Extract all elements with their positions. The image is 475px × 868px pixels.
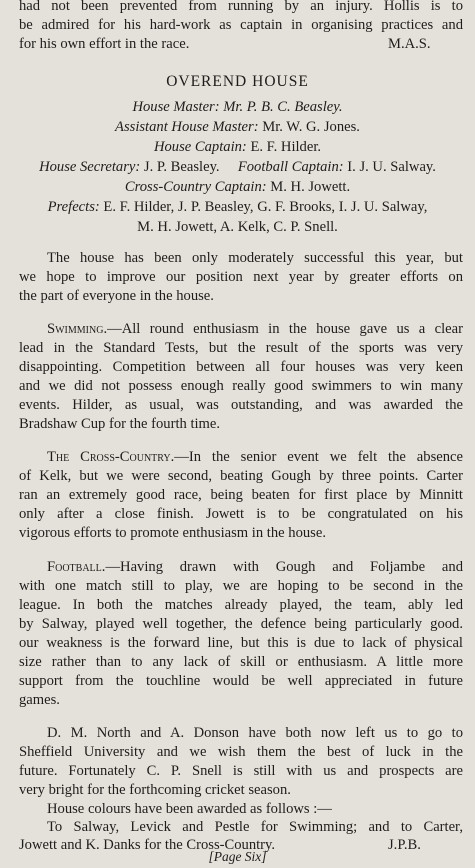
house-master-name: Mr. P. B. C. Beasley. — [223, 99, 343, 115]
football-line: league. In both the matches already played, the team, ably led — [19, 597, 463, 613]
cross-country-first-line — [47, 448, 463, 466]
football-line: size rather than to any lack of skill or enthusiasm. A little more — [19, 654, 463, 670]
intro-signature: M.A.S. — [388, 36, 431, 52]
swimming-line: and we did not possess enough really good swimmers to win many — [19, 378, 463, 394]
intro-line: be admired for his hard-work as captain in organising practices and — [19, 17, 463, 33]
cross-country-captain-name: M. H. Jowett. — [270, 179, 351, 195]
colours-line: To Salway, Levick and Pestle for Swimming; and to Carter, — [47, 819, 463, 835]
page-number: [Page Six] — [208, 849, 267, 864]
cross-country-line: of Kelk, but we were second, beating Gough by three points. Carter — [19, 468, 463, 484]
cross-country-heading: The Cross-Country. — [47, 449, 175, 465]
house-captain-label: House Captain: — [153, 139, 247, 155]
intro-line: had not been prevented from running by an injury. Hollis is to — [19, 0, 463, 14]
prefects-label: Prefects: — [47, 199, 100, 215]
leavers-line: Sheffield University and we wish them the best of luck in the — [19, 744, 463, 760]
football-line: our weakness is the forward line, but this is due to lack of physical — [19, 635, 463, 651]
house-captain-line — [0, 138, 475, 156]
house-master-line — [0, 98, 475, 116]
colours-signature: J.P.B. — [388, 837, 421, 853]
colours-line: House colours have been awarded as follows :— — [47, 801, 332, 817]
prefects-names: E. F. Hilder, J. P. Beasley, G. F. Brooks, I. J. U. Salway, — [103, 199, 428, 215]
assistant-master-label: Assistant House Master: — [115, 119, 259, 135]
prefects-line-2: M. H. Jowett, A. Kelk, C. P. Snell. — [137, 219, 338, 235]
house-captain-name: E. F. Hilder. — [250, 139, 322, 155]
football-line: with one match still to play, we are hoping to be second in the — [19, 578, 463, 594]
cross-country-captain-line — [0, 178, 475, 196]
football-first-line — [47, 558, 463, 576]
swimming-line: events. Hilder, as usual, was outstanding, and was awarded the — [19, 397, 463, 413]
swimming-line: lead in the Standard Tests, but the result of the sports was very — [19, 340, 463, 356]
football-captain-label: Football Captain: — [237, 159, 344, 175]
general-paragraph-line: we hope to improve our position next year by greater efforts on — [19, 269, 463, 285]
assistant-master-name: Mr. W. G. Jones. — [262, 119, 360, 135]
intro-line: for his own effort in the race. — [19, 36, 190, 52]
cross-country-line: only after a close finish. Jowett is to be congratulated on his — [19, 506, 463, 522]
football-line: by Salway, played well together, the defence being particularly good. — [19, 616, 463, 632]
cross-country-line: ran an extremely good race, being beaten for first place by Minnitt — [19, 487, 463, 503]
football-line: support from the touchline would be well appreciated in future — [19, 673, 463, 689]
house-secretary-name: J. P. Beasley. — [143, 159, 220, 175]
football-line: —Having drawn with Gough and Foljambe and — [105, 559, 463, 575]
leavers-line: future. Fortunately C. P. Snell is still with us and prospects are — [19, 763, 463, 779]
swimming-line: Bradshaw Cup for the fourth time. — [19, 416, 221, 432]
football-heading: Football. — [47, 559, 106, 575]
prefects-line — [0, 198, 475, 216]
house-title: OVEREND HOUSE — [166, 73, 309, 90]
swimming-first-line — [47, 320, 463, 338]
house-master-label: House Master: — [132, 99, 220, 115]
football-captain-name: I. J. U. Salway. — [347, 159, 436, 175]
cross-country-line: —In the senior event we felt the absence — [174, 449, 463, 465]
house-secretary-label: House Secretary: — [39, 159, 141, 175]
cross-country-line: vigorous efforts to promote enthusiasm in the house. — [19, 525, 326, 541]
cross-country-captain-label: Cross-Country Captain: — [124, 179, 267, 195]
swimming-line: —All round enthusiasm in the house gave us a clear — [107, 321, 463, 337]
general-paragraph-line: the part of everyone in the house. — [19, 288, 214, 304]
football-line: games. — [19, 692, 60, 708]
secretary-football-line — [0, 158, 475, 176]
swimming-heading: Swimming. — [47, 321, 108, 337]
leavers-line: D. M. North and A. Donson have both now left us to go to — [47, 725, 463, 741]
assistant-master-line — [0, 118, 475, 136]
leavers-line: very bright for the forthcoming cricket season. — [19, 782, 291, 798]
colours-line: Jowett and K. Danks for the Cross-Country. — [19, 837, 276, 853]
swimming-line: disappointing. Competition between all four houses was very keen — [19, 359, 463, 375]
general-paragraph-line: The house has been only moderately successful this year, but — [47, 250, 463, 266]
